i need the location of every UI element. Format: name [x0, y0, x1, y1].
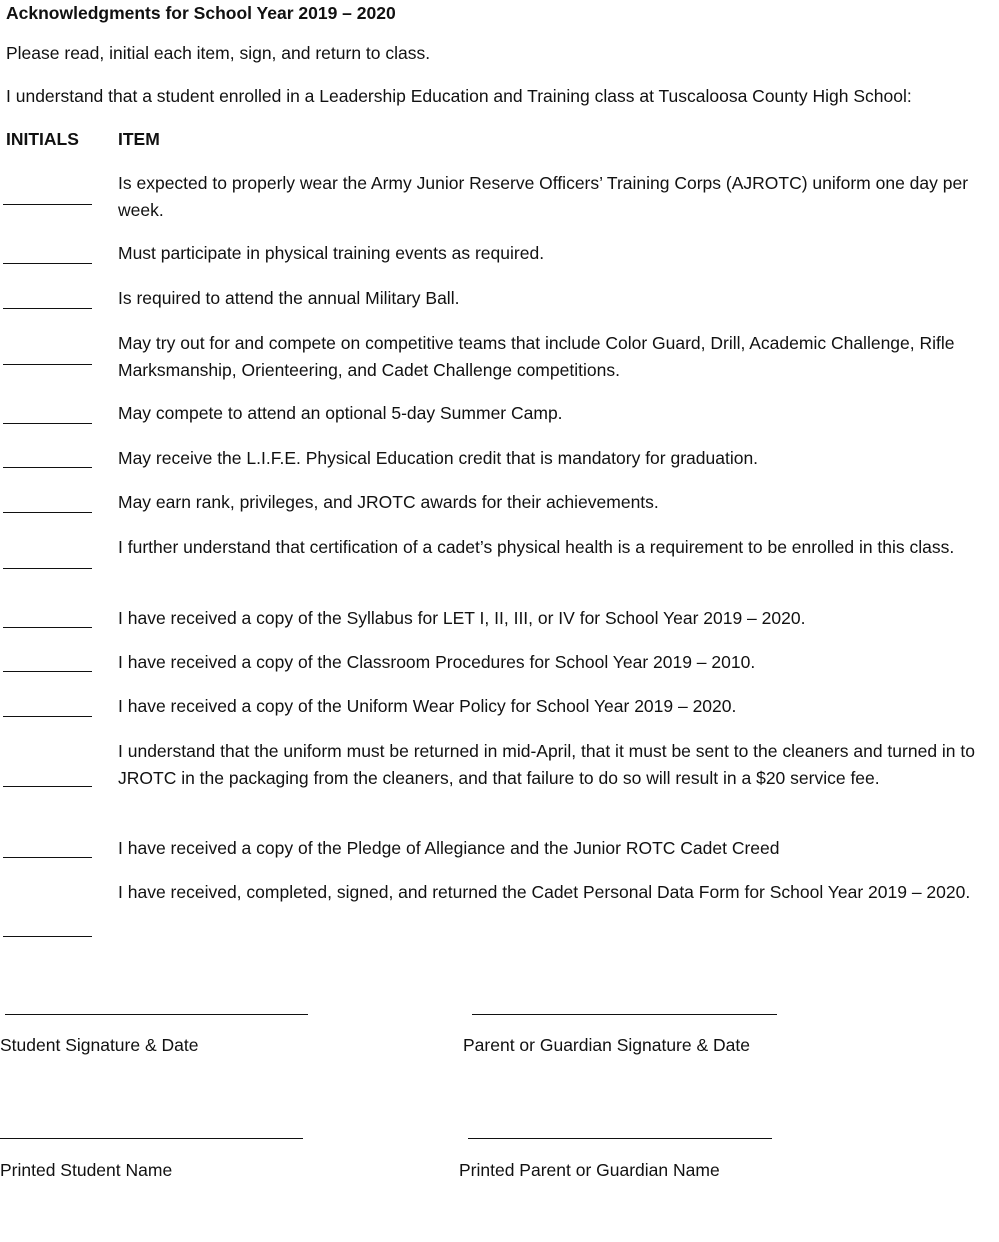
parent-name-line[interactable]	[468, 1138, 772, 1139]
item-text: I have received a copy of the Pledge of Allegiance and the Junior ROTC Cadet Creed	[118, 838, 780, 858]
item-text: I have received a copy of the Syllabus for LET I, II, III, or IV for School Year 2019 – 2020.	[118, 608, 806, 628]
initials-blank[interactable]	[3, 568, 92, 569]
item-text: I further understand that certification of a cadet’s physical health is a requirement to be enrolled in this class.	[118, 537, 955, 557]
initials-blank[interactable]	[3, 627, 92, 628]
item-text: Must participate in physical training events as required.	[118, 243, 545, 263]
student-name-line[interactable]	[0, 1138, 303, 1139]
item-text: May earn rank, privileges, and JROTC awards for their achievements.	[118, 492, 659, 512]
item-text: May receive the L.I.F.E. Physical Education credit that is mandatory for graduation.	[118, 448, 759, 468]
student-name-label: Printed Student Name	[0, 1160, 173, 1180]
parent-signature-label: Parent or Guardian Signature & Date	[463, 1035, 750, 1055]
instructions-text: Please read, initial each item, sign, and return to class.	[6, 43, 431, 63]
initials-blank[interactable]	[3, 512, 92, 513]
initials-blank[interactable]	[3, 423, 92, 424]
initials-blank[interactable]	[3, 671, 92, 672]
item-text: I understand that the uniform must be returned in mid-April, that it must be sent to the cleaners and turned in to JROTC in the packaging from the cleaners, and that failure to do so will result in a $20 service fee.	[118, 741, 975, 788]
parent-signature-line[interactable]	[472, 1014, 777, 1015]
item-text: I have received a copy of the Classroom Procedures for School Year 2019 – 2010.	[118, 652, 756, 672]
initials-blank[interactable]	[3, 263, 92, 264]
initials-blank[interactable]	[3, 936, 92, 937]
document-title: Acknowledgments for School Year 2019 – 2020	[6, 3, 396, 23]
item-text: Is expected to properly wear the Army Junior Reserve Officers’ Training Corps (AJROTC) uniform one day per week.	[118, 173, 969, 220]
student-signature-label: Student Signature & Date	[0, 1035, 199, 1055]
initials-blank[interactable]	[3, 308, 92, 309]
initials-column-header: INITIALS	[6, 129, 79, 149]
item-text: I have received a copy of the Uniform Wear Policy for School Year 2019 – 2020.	[118, 696, 737, 716]
item-column-header: ITEM	[118, 129, 160, 149]
intro-text: I understand that a student enrolled in a Leadership Education and Training class at Tuscaloosa County High School:	[6, 86, 912, 106]
initials-blank[interactable]	[3, 467, 92, 468]
student-signature-line[interactable]	[5, 1014, 308, 1015]
item-text: May compete to attend an optional 5-day Summer Camp.	[118, 403, 563, 423]
item-text: Is required to attend the annual Military Ball.	[118, 288, 460, 308]
item-text: May try out for and compete on competitive teams that include Color Guard, Drill, Academic Challenge, Rifle Marksmanship, Orienteering, and Cadet Challenge competitions.	[118, 333, 955, 380]
initials-blank[interactable]	[3, 716, 92, 717]
item-text: I have received, completed, signed, and returned the Cadet Personal Data Form for School Year 2019 – 2020.	[118, 882, 971, 902]
initials-blank[interactable]	[3, 857, 92, 858]
initials-blank[interactable]	[3, 204, 92, 205]
initials-blank[interactable]	[3, 364, 92, 365]
parent-name-label: Printed Parent or Guardian Name	[459, 1160, 720, 1180]
initials-blank[interactable]	[3, 786, 92, 787]
